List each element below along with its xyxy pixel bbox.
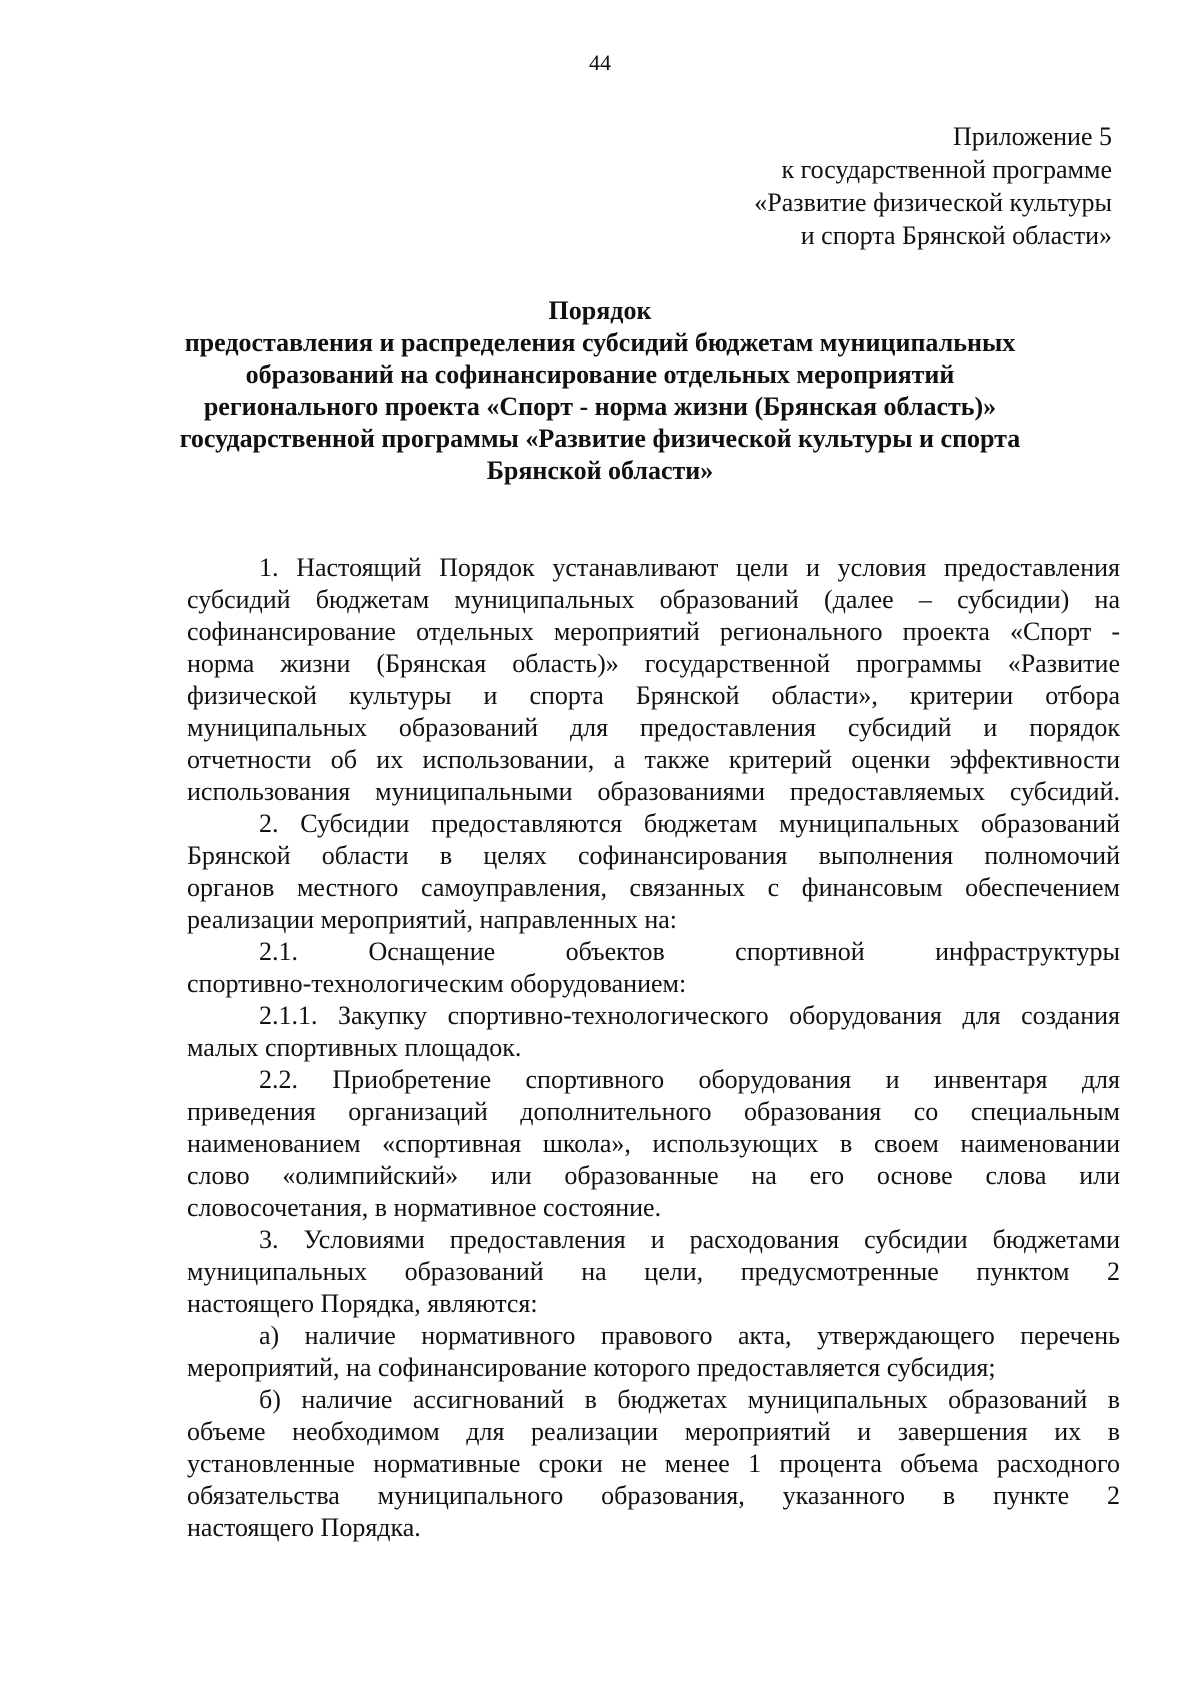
- appendix-header: [512, 120, 1112, 252]
- document-title: [150, 295, 1050, 487]
- body-line: установленные нормативные сроки не менее 1 процента объема расходного: [187, 1449, 1120, 1478]
- body-line: мероприятий, на софинансирование которого предоставляется субсидия;: [187, 1353, 996, 1382]
- appendix-line: к государственной программе: [781, 155, 1112, 184]
- body-line: 2.1.1. Закупку спортивно-технологического оборудования для создания: [259, 1001, 1120, 1030]
- body-line: 1. Настоящий Порядок устанавливают цели и условия предоставления: [259, 553, 1120, 582]
- page-number: 44: [589, 50, 611, 75]
- body-line: Брянской области в целях софинансирования выполнения полномочий: [187, 841, 1120, 870]
- title-line: Брянской области»: [486, 456, 714, 485]
- appendix-line: и спорта Брянской области»: [800, 221, 1112, 250]
- body-line: субсидий бюджетам муниципальных образований (далее – субсидии) на: [187, 585, 1120, 614]
- body-line: 2. Субсидии предоставляются бюджетам муниципальных образований: [259, 809, 1120, 838]
- title-line: Порядок: [548, 296, 652, 325]
- body-line: муниципальных образований для предоставления субсидий и порядок: [187, 713, 1120, 742]
- title-line: образований на софинансирование отдельных мероприятий: [245, 360, 955, 389]
- body-line: норма жизни (Брянская область)» государственной программы «Развитие: [187, 649, 1120, 678]
- appendix-line: «Развитие физической культуры: [754, 188, 1112, 217]
- body-line: муниципальных образований на цели, предусмотренные пунктом 2: [187, 1257, 1120, 1286]
- body-line: 3. Условиями предоставления и расходования субсидии бюджетами: [259, 1225, 1120, 1254]
- body-line: физической культуры и спорта Брянской области», критерии отбора: [187, 681, 1120, 710]
- body-line: малых спортивных площадок.: [187, 1033, 522, 1062]
- title-line: предоставления и распределения субсидий бюджетам муниципальных: [184, 328, 1016, 357]
- body-line: слово «олимпийский» или образованные на его основе слова или: [187, 1161, 1120, 1190]
- body-line: 2.2. Приобретение спортивного оборудования и инвентаря для: [259, 1065, 1120, 1094]
- document-body: [187, 552, 1120, 1544]
- body-line: обязательства муниципального образования, указанного в пункте 2: [187, 1481, 1120, 1510]
- body-line: настоящего Порядка, являются:: [187, 1289, 538, 1318]
- body-line: б) наличие ассигнований в бюджетах муниципальных образований в: [259, 1385, 1120, 1414]
- body-line: а) наличие нормативного правового акта, утверждающего перечень: [259, 1321, 1120, 1350]
- body-line: настоящего Порядка.: [187, 1513, 421, 1542]
- body-line: приведения организаций дополнительного образования со специальным: [187, 1097, 1120, 1126]
- title-line: регионального проекта «Спорт - норма жизни (Брянская область)»: [203, 392, 997, 421]
- body-line: отчетности об их использовании, а также критерий оценки эффективности: [187, 745, 1120, 774]
- body-line: органов местного самоуправления, связанных с финансовым обеспечением: [187, 873, 1120, 902]
- title-line: государственной программы «Развитие физической культуры и спорта: [179, 424, 1021, 453]
- body-line: наименованием «спортивная школа», использующих в своем наименовании: [187, 1129, 1120, 1158]
- body-line: софинансирование отдельных мероприятий регионального проекта «Спорт -: [187, 617, 1120, 646]
- body-line: спортивно-технологическим оборудованием:: [187, 969, 687, 998]
- body-line: словосочетания, в нормативное состояние.: [187, 1193, 662, 1222]
- body-line: реализации мероприятий, направленных на:: [187, 905, 678, 934]
- appendix-line: Приложение 5: [952, 122, 1112, 151]
- body-line: объеме необходимом для реализации мероприятий и завершения их в: [187, 1417, 1120, 1446]
- body-line: 2.1. Оснащение объектов спортивной инфраструктуры: [259, 937, 1120, 966]
- body-line: использования муниципальными образованиями предоставляемых субсидий.: [187, 777, 1120, 806]
